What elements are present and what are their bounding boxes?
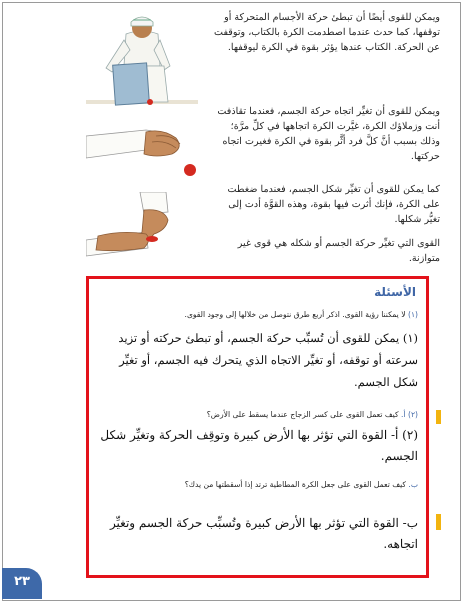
question-1-number: (١) [407,310,418,319]
question-1-text: لا يمكننا رؤية القوى. اذكر أربع طرق نتوصل من خلالها إلى وجود القوى. [184,310,406,319]
question-2a-text: كيف تعمل القوى على كسر الزجاج عندما يسقط على الأرض؟ [206,410,399,419]
paragraph-unbalanced-forces: القوى التي تغيِّر حركة الجسم أو شكله هي قوى غير متوازنة. [237,238,440,264]
ball-icon [146,236,158,242]
paragraph-change-shape: كما يمكن للقوى أن تغيِّر شكل الجسم، فعندما ضغطت على الكرة، فإنك أثرت فيها بقوة، وهذه القوَّة أدت إلى تغيُّر شكلها. [227,184,440,225]
ball-icon [184,164,196,176]
side-marker [436,410,441,424]
question-2-number: (٢) [407,410,418,419]
questions-section [86,276,429,578]
hand-squeezing-ball-illustration [86,192,198,260]
question-2b-letter: ب. [408,480,418,489]
page-number: ٢٣ [2,568,42,599]
paragraph-slow-stop: ويمكن للقوى أيضًا أن تبطئ حركة الأجسام المتحركة أو توقفها، كما حدث عندما اصطدمت الكرة بالكتاب، وتوقفت عن الحركة. الكتاب عندها يؤثر بقوة في الكرة ليوقفها. [214,12,440,53]
answer-2b: ب- القوة التي تؤثر بها الأرض كبيرة وتُسبِّب حركة الجسم وتغيِّر اتجاهه. [109,516,418,551]
question-2b-text: كيف تعمل القوى على جعل الكرة المطاطية ترتد إذا أسقطتها من يدك؟ [184,480,406,489]
question-2a [93,409,418,421]
side-marker [436,514,441,530]
questions-title: الأسئلة [374,285,416,299]
question-1 [93,309,418,321]
question-2a-letter: أ. [401,410,406,419]
hand-pushing-ball-illustration [86,128,198,178]
ball-icon [147,99,153,105]
answer-1: (١) يمكن للقوى أن تُسبِّب حركة الجسم، أو تبطئ حركته أو تزيد سرعته أو توقفه، أو تغيِّر الاتجاه الذي يتحرك فيه الجسم، أو تغيِّر شكل الجسم. [118,331,418,389]
answer-2a: (٢) أ- القوة التي تؤثر بها الأرض كبيرة وتوقِف الحركة وتغيِّر شكل الجسم. [100,428,418,463]
paragraph-change-direction: ويمكن للقوى أن تغيِّر اتجاه حركة الجسم، فعندما تقاذفت أنت وزملاؤك الكرة، غيَّرت الكرة اتجاهها في كلِّ مرَّة؛ وذلك بسبب أنَّ كلَّ فرد أثَّر بقوة في الكرة فغيرت اتجاه حركتها. [217,106,440,162]
question-2b [93,479,418,491]
boy-with-book-illustration [86,6,198,118]
